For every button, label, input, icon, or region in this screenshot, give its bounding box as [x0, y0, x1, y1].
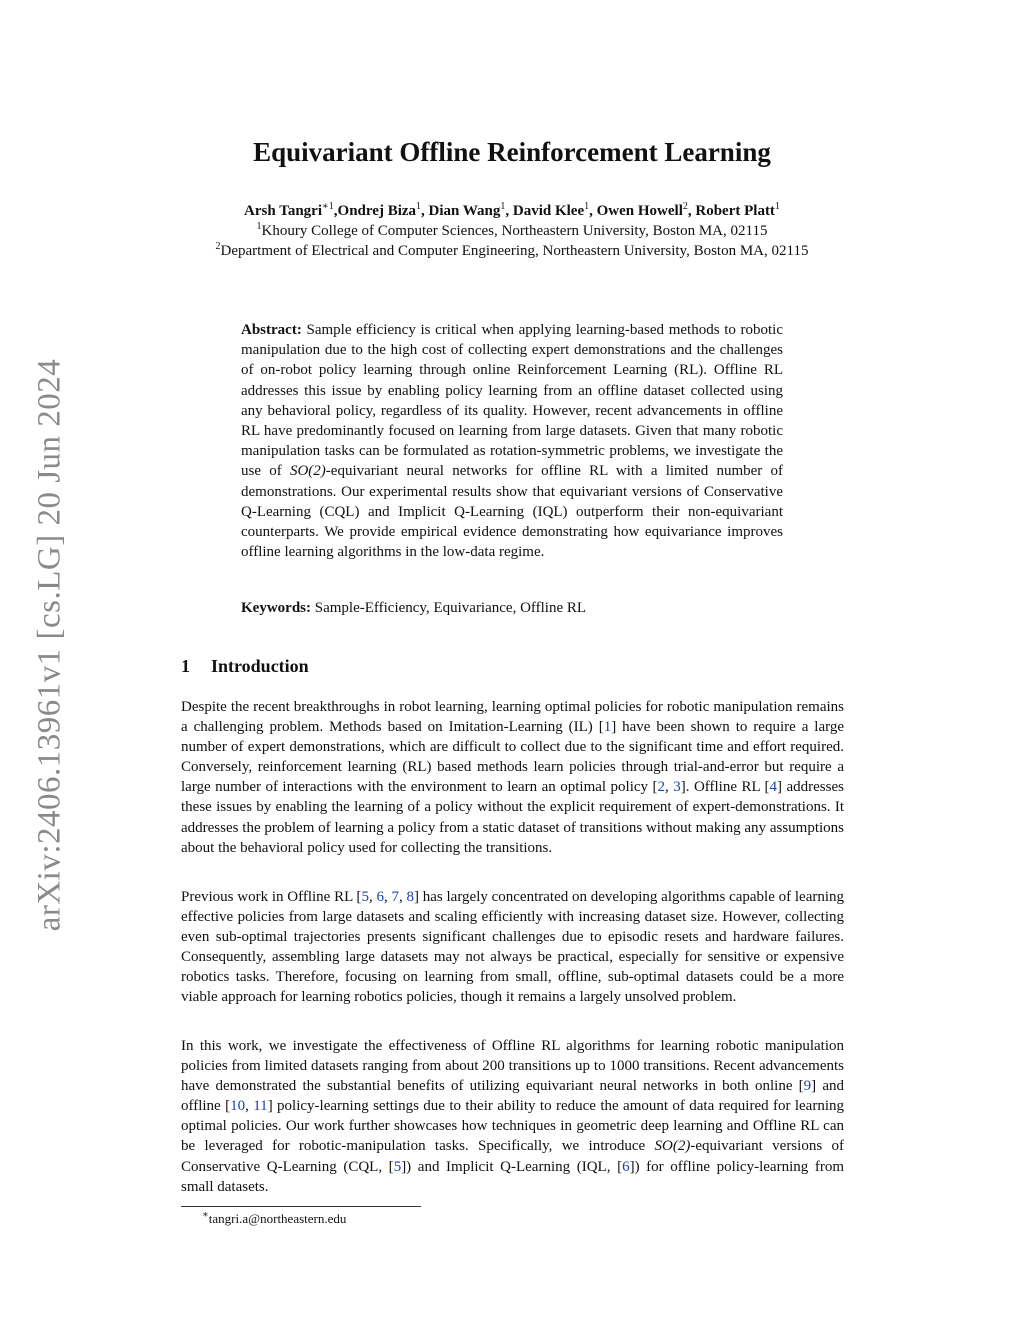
paragraph-text: , — [245, 1098, 254, 1115]
arxiv-stamp: arXiv:2406.13961v1 [cs.LG] 20 Jun 2024 — [31, 358, 68, 932]
author-separator: , — [333, 203, 338, 219]
citation-link[interactable]: 4 — [769, 779, 778, 796]
footnote-email: tangri.a@northeastern.edu — [208, 1211, 347, 1226]
paragraph-text: Despite the recent breakthroughs in robot learning, learning optimal policies for robotic manipulation remains a challenging problem. Methods based on Imitation-Learning (IL) [ — [181, 699, 844, 736]
citation-link[interactable]: 9 — [803, 1078, 812, 1095]
abstract-label: Abstract: — [241, 322, 302, 338]
keywords-text: Sample-Efficiency, Equivariance, Offline RL — [314, 600, 587, 616]
abstract-text: Sample efficiency is critical when applying learning-based methods to robotic manipulation due to the high cost of collecting expert demonstrations and the challenges of on-robot policy learning through online Reinforcement Learning (RL). Offline RL addresses this issue by enabling policy learning from an offline dataset collected using any behavioral policy, regardless of its quality. However, recent advancements in offline RL have predominantly focused on learning from large datasets. Given that many robotic manipulation tasks can be formulated as rotation-symmetric problems, we investigate the use of — [241, 322, 784, 480]
author-affiliation-mark: 1 — [774, 201, 780, 212]
author-affiliation-mark: ∗1 — [322, 201, 334, 212]
citation-link[interactable]: 7 — [391, 889, 399, 905]
citation-link[interactable]: 3 — [673, 779, 681, 796]
paragraph-text: ] policy-learning settings due to their ability to reduce the amount of data required for learning optimal policies. Our work further showcases how techniques in geometric deep learning and Offline RL can be leveraged for robotic-manipulation tasks. Specifically, we introduce — [181, 1098, 844, 1155]
author-separator: , — [421, 203, 429, 219]
author-name: Robert Platt — [695, 203, 775, 219]
author-list — [0, 201, 1024, 221]
affiliation — [0, 221, 1024, 241]
author-separator: , — [589, 203, 597, 219]
affiliation — [0, 241, 1024, 261]
citation-link[interactable]: 5 — [393, 1158, 402, 1175]
footnote — [202, 1210, 346, 1227]
footnote-divider — [181, 1206, 421, 1207]
author-separator: , — [505, 203, 513, 219]
paragraph-text: , — [665, 779, 674, 796]
affiliation-text: Khoury College of Computer Sciences, Northeastern University, Boston MA, 02115 — [261, 223, 768, 239]
paragraph-text: In this work, we investigate the effectiveness of Offline RL algorithms for learning robotic manipulation policies from limited datasets ranging from about 200 transitions up to 1000 transitions. Recent advancements have demonstrated the substantial benefits of utilizing equivariant neural networks in both online [ — [181, 1038, 844, 1095]
body-paragraph — [181, 697, 844, 858]
affiliation-text: Department of Electrical and Computer Engineering, Northeastern University, Boston MA, 02115 — [220, 243, 809, 259]
paragraph-text: ]) and Implicit Q-Learning (IQL, [ — [401, 1158, 623, 1175]
keywords — [241, 598, 783, 618]
math-so2: SO(2) — [654, 1138, 691, 1155]
paragraph-text: Previous work in Offline RL [ — [181, 889, 362, 905]
paragraph-text: ] has largely concentrated on developing algorithms capable of learning effective policies from large datasets and scaling efficiently with increasing dataset size. However, collecting even sub-optimal trajectories presents significant challenges due to episodic resets and hardware failures. Consequently, assembling large datasets may not always be practical, especially for sensitive or expensive robotics tasks. Therefore, focusing on learning from small, offline, sub-optimal datasets could be a more viable approach for learning robotics policies, though it remains a largely unsolved problem. — [181, 889, 845, 1006]
author-name: David Klee — [512, 203, 585, 219]
keywords-label: Keywords: — [241, 600, 311, 616]
author-affiliation-mark: 1 — [500, 201, 506, 212]
section-heading — [181, 654, 309, 678]
paper-title: Equivariant Offline Reinforcement Learning — [253, 137, 771, 167]
citation-link[interactable]: 6 — [376, 889, 384, 905]
paragraph-text: ] have been shown to require a large number of expert demonstrations, which are difficult to collect due to the significant time and effort required. Conversely, reinforcement learning (RL) based methods learn policies through trial-and-error but require a large number of interactions with the environment to learn an optimal policy [ — [181, 719, 844, 796]
paragraph-text: ] and offline [ — [181, 1078, 845, 1115]
citation-link[interactable]: 8 — [406, 889, 414, 905]
author-affiliation-mark: 1 — [416, 201, 422, 212]
paragraph-text: ] addresses these issues by enabling the learning of a policy without the explicit requirement of expert-demonstrations. It addresses the problem of learning a policy from a static dataset of transitions without making any assumptions about the behavioral policy used for collecting the transitions. — [181, 779, 844, 856]
paragraph-text: ]. Offline RL [ — [680, 779, 770, 796]
citation-link[interactable]: 5 — [361, 889, 369, 905]
author-name: Arsh Tangri — [244, 203, 322, 219]
citation-link[interactable]: 6 — [622, 1158, 630, 1175]
citation-link[interactable]: 2 — [657, 779, 666, 796]
math-so2: SO(2) — [289, 463, 326, 480]
abstract — [241, 320, 783, 562]
paragraph-text: , — [383, 889, 392, 905]
author-affiliation-mark: 1 — [584, 201, 590, 212]
affiliation-mark: 2 — [215, 241, 221, 252]
section-number: 1 — [181, 656, 190, 676]
paragraph-text: , — [368, 889, 377, 905]
section-title: Introduction — [211, 656, 309, 676]
paragraph-text: ]) for offline policy-learning from small datasets. — [181, 1158, 844, 1195]
affiliation-mark: 1 — [256, 221, 262, 232]
citation-link[interactable]: 10 — [230, 1098, 246, 1115]
body-paragraph — [181, 887, 844, 1008]
abstract-text: -equivariant neural networks for offline RL with a limited number of demonstrations. Our experimental results show that equivariant versions of Conservative Q-Learning (CQL) and Implicit Q-Learning (IQL) outperform their non-equivariant counterparts. We provide empirical evidence demonstrating how equivariance improves offline learning algorithms in the low-data regime. — [241, 463, 783, 561]
author-separator: , — [687, 203, 696, 219]
footnote-mark: ∗ — [202, 1209, 209, 1221]
citation-link[interactable]: 1 — [603, 719, 612, 736]
body-paragraph — [181, 1036, 844, 1197]
citation-link[interactable]: 11 — [253, 1098, 268, 1115]
author-affiliation-mark: 2 — [682, 201, 688, 212]
author-name: Ondrej Biza — [337, 203, 417, 219]
author-name: Dian Wang — [428, 203, 501, 219]
paragraph-text: -equivariant versions of Conservative Q-Learning (CQL, [ — [181, 1138, 844, 1175]
paragraph-text: , — [398, 889, 407, 905]
author-name: Owen Howell — [596, 203, 683, 219]
